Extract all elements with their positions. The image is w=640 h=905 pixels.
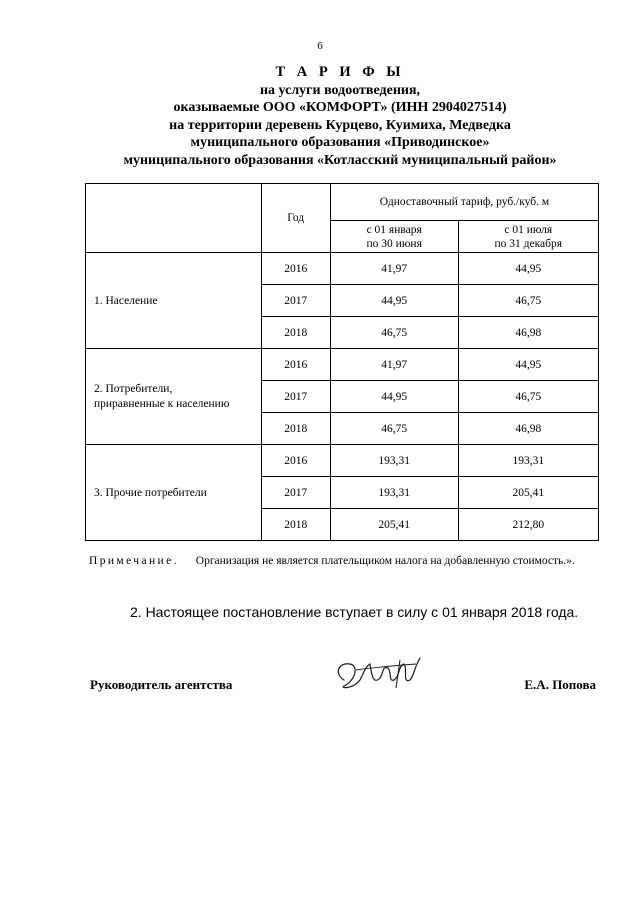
header-year: Год <box>261 184 330 253</box>
tariff-value: 46,75 <box>330 413 458 445</box>
group-label: 1. Население <box>86 253 262 349</box>
title-main: Т А Р И Ф Ы <box>275 64 405 80</box>
header-empty-cell <box>86 184 262 253</box>
group-label: 3. Прочие потребители <box>86 445 262 541</box>
year-cell: 2018 <box>261 413 330 445</box>
tariff-value: 46,98 <box>458 413 598 445</box>
tariff-value: 193,31 <box>458 445 598 477</box>
header-period-1: с 01 января по 30 июня <box>330 221 458 253</box>
tariff-value: 205,41 <box>458 477 598 509</box>
effective-date-clause: 2. Настоящее постановление вступает в силу с 01 января 2018 года. <box>130 604 579 620</box>
tariff-value: 193,31 <box>330 445 458 477</box>
title-line: муниципального образования «Котласский муниципальный район» <box>123 152 557 168</box>
title-line: на территории деревень Курцево, Куимиха, Медведка <box>169 117 511 133</box>
tariff-value: 193,31 <box>330 477 458 509</box>
year-cell: 2017 <box>261 477 330 509</box>
header-tariff: Одноставочный тариф, руб./куб. м <box>330 184 598 221</box>
tariff-value: 44,95 <box>330 285 458 317</box>
tariff-value: 212,80 <box>458 509 598 541</box>
year-cell: 2017 <box>261 285 330 317</box>
title-line: оказываемые ООО «КОМФОРТ» (ИНН 2904027514) <box>173 100 507 115</box>
tariff-value: 46,75 <box>458 381 598 413</box>
page-number: 6 <box>317 40 323 52</box>
tariff-value: 46,75 <box>330 317 458 349</box>
year-cell: 2016 <box>261 253 330 285</box>
tariff-value: 41,97 <box>330 253 458 285</box>
signatory-name: Е.А. Попова <box>524 677 596 692</box>
year-cell: 2017 <box>261 381 330 413</box>
handwritten-signature <box>330 650 430 700</box>
tariff-value: 46,75 <box>458 285 598 317</box>
tariff-value: 44,95 <box>458 253 598 285</box>
note <box>89 553 597 569</box>
tariff-value: 205,41 <box>330 509 458 541</box>
note-label: Примечание. <box>89 555 179 567</box>
signatory-role: Руководитель агентства <box>90 677 233 692</box>
note-text: Организация не является плательщиком налога на добавленную стоимость.». <box>195 555 575 567</box>
header-period-2: с 01 июля по 31 декабря <box>458 221 598 253</box>
year-cell: 2018 <box>261 509 330 541</box>
tariff-value: 41,97 <box>330 349 458 381</box>
title-line: муниципального образования «Приводинское» <box>190 135 490 150</box>
tariff-value: 44,95 <box>458 349 598 381</box>
tariff-value: 44,95 <box>330 381 458 413</box>
document-title <box>0 64 640 169</box>
tariff-table <box>85 183 599 541</box>
year-cell: 2018 <box>261 317 330 349</box>
group-label: 2. Потребители, приравненные к населению <box>86 349 262 445</box>
title-line: на услуги водоотведения, <box>259 82 421 98</box>
year-cell: 2016 <box>261 349 330 381</box>
tariff-value: 46,98 <box>458 317 598 349</box>
year-cell: 2016 <box>261 445 330 477</box>
